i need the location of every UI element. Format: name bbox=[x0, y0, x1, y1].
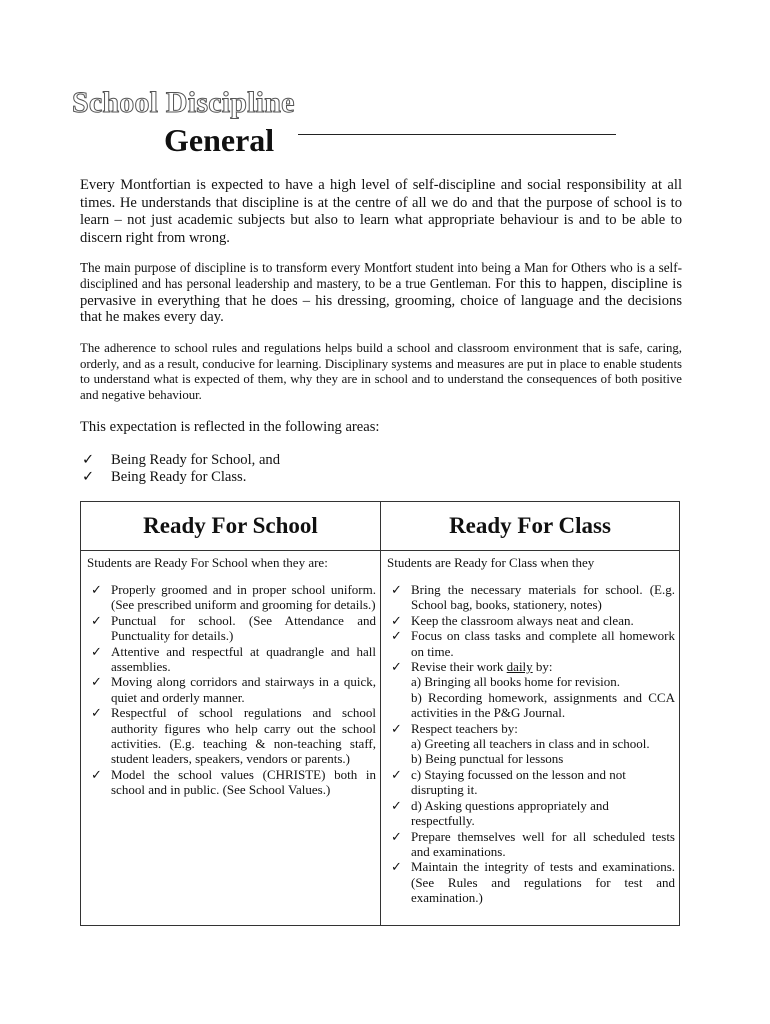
adherence-paragraph: The adherence to school rules and regulations helps build a school and classroom environment that is safe, caring, orderly, and as a result, conducive for learning. Disciplinary systems and measures are put in place to enable students to understand what is expected of them, why they are in school and to understand the consequences of both positive and negative behaviour. bbox=[80, 341, 682, 402]
ready-for-school-column bbox=[81, 502, 380, 798]
list-item: ✓ Respect teachers by: bbox=[387, 721, 675, 736]
school-items bbox=[81, 582, 380, 798]
list-item: ✓ Properly groomed and in proper school uniform. (See prescribed uniform and grooming for details.) bbox=[87, 582, 376, 613]
check-icon: ✓ bbox=[91, 674, 102, 690]
check-icon: ✓ bbox=[391, 582, 402, 597]
check-icon: ✓ bbox=[391, 659, 402, 675]
purpose-paragraph bbox=[80, 260, 682, 325]
check-icon: ✓ bbox=[391, 828, 402, 844]
check-icon: ✓ bbox=[91, 643, 102, 659]
school-intro: Students are Ready For School when they are: bbox=[87, 555, 328, 570]
list-item: ✓ Moving along corridors and stairways in a quick, quiet and orderly manner. bbox=[87, 674, 376, 705]
ready-for-class-column bbox=[381, 502, 679, 906]
check-icon: ✓ bbox=[91, 612, 102, 628]
check-icon: ✓ bbox=[391, 797, 402, 813]
check-icon: ✓ bbox=[91, 582, 102, 597]
list-item: ✓ Model the school values (CHRISTE) both in school and in public. (See School Values.) bbox=[87, 767, 376, 798]
list-item: ✓ Bring the necessary materials for school. (E.g. School bag, books, stationery, notes) bbox=[387, 582, 675, 613]
page-title: School Discipline bbox=[72, 86, 295, 119]
check-icon: ✓ bbox=[391, 720, 402, 736]
subtitle-rule bbox=[298, 134, 616, 135]
list-item: ✓ c) Staying focussed on the lesson and not disrupting it. bbox=[387, 767, 675, 798]
list-item: ✓ Prepare themselves well for all scheduled tests and examinations. bbox=[387, 829, 675, 860]
list-item: ✓ Being Ready for Class. bbox=[82, 469, 247, 485]
check-icon: ✓ bbox=[82, 452, 95, 468]
purpose-text-b: For this to happen, discipline is pervasive in everything that he does – his dressing, grooming, choice of language and the decisions that he makes every day. bbox=[80, 276, 682, 325]
check-icon: ✓ bbox=[91, 705, 102, 721]
areas-list bbox=[82, 452, 280, 486]
list-item: ✓ d) Asking questions appropriately and respectfully. bbox=[387, 798, 675, 829]
list-item: ✓ Attentive and respectful at quadrangle and hall assemblies. bbox=[87, 644, 376, 675]
daily-underlined: daily bbox=[506, 659, 533, 675]
purpose-text-a: The main purpose of discipline is to transform every Montfort student into being a Man for Others who is a self-disciplined and has personal leadership and mastery, to be a true Gentleman. bbox=[80, 260, 682, 292]
intro-paragraph: Every Montfortian is expected to have a high level of self-discipline and social responsibility at all times. He understands that discipline is at the centre of all we do and that the purpose of school is to learn – not just academic subjects but also to learn what appropriate behaviour is and to be able to discern right from wrong. bbox=[80, 177, 682, 246]
list-item: ✓ Being Ready for School, and bbox=[82, 452, 281, 468]
check-icon: ✓ bbox=[91, 766, 102, 782]
ready-for-school-header: Ready For School bbox=[143, 513, 318, 538]
list-item: ✓ Revise their work daily by: bbox=[387, 659, 675, 674]
list-item: ✓ Maintain the integrity of tests and examinations. (See Rules and regulations for test and examination.) bbox=[387, 859, 675, 905]
check-icon: ✓ bbox=[391, 859, 402, 875]
list-item: a) Bringing all books home for revision. bbox=[411, 674, 621, 690]
list-item: ✓ Focus on class tasks and complete all homework on time. bbox=[387, 628, 675, 659]
list-item: ✓ Punctual for school. (See Attendance and Punctuality for details.) bbox=[87, 613, 376, 644]
class-intro: Students are Ready for Class when they bbox=[387, 555, 595, 570]
expectation-paragraph: This expectation is reflected in the following areas: bbox=[80, 419, 380, 435]
list-item: b) Being punctual for lessons bbox=[411, 751, 564, 767]
check-icon: ✓ bbox=[391, 612, 402, 628]
readiness-table bbox=[80, 501, 680, 926]
check-icon: ✓ bbox=[82, 469, 95, 485]
list-item: a) Greeting all teachers in class and in school. bbox=[411, 736, 650, 752]
list-item: ✓ Keep the classroom always neat and clean. bbox=[387, 613, 675, 628]
page-subtitle: General bbox=[164, 122, 275, 158]
check-icon: ✓ bbox=[391, 766, 402, 782]
list-item: ✓ Respectful of school regulations and school authority figures who help carry out the school activities. (E.g. teaching & non-teaching staff, student leaders, speakers, vendors or parents.) bbox=[87, 705, 376, 767]
check-icon: ✓ bbox=[391, 628, 402, 644]
ready-for-class-header: Ready For Class bbox=[449, 513, 611, 538]
class-items bbox=[381, 582, 679, 906]
list-item: b) Recording homework, assignments and CCA activities in the P&G Journal. bbox=[411, 689, 675, 721]
